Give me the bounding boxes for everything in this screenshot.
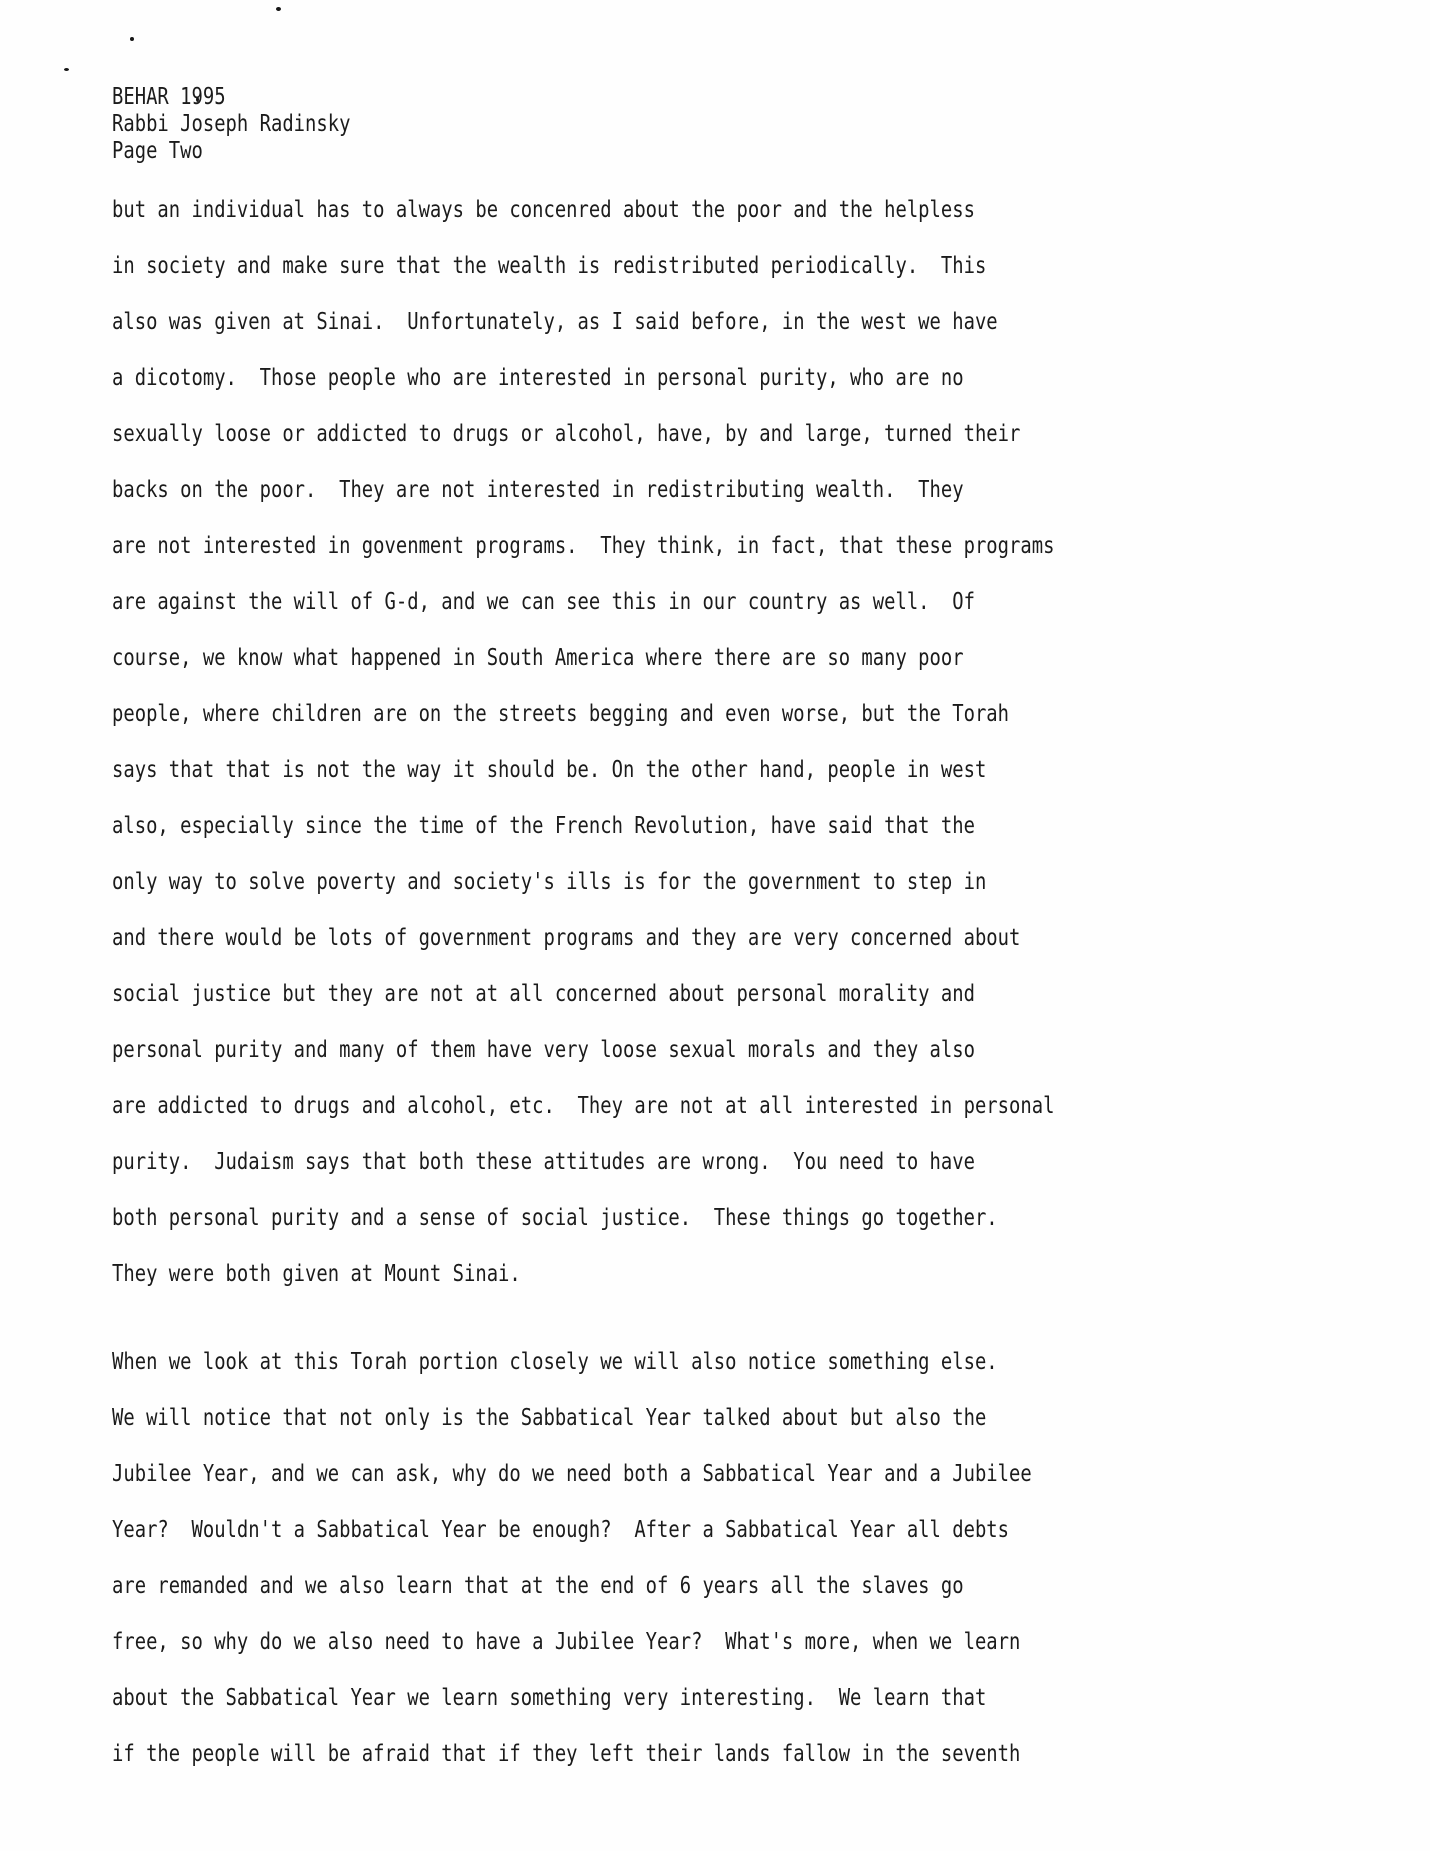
paragraph-2 xyxy=(112,1334,1261,1782)
text-line: says that that is not the way it should be. On the other hand, people in west xyxy=(112,757,987,783)
document-body xyxy=(112,182,1261,1782)
text-line: When we look at this Torah portion closely we will also notice something else. xyxy=(112,1349,998,1375)
text-line: sexually loose or addicted to drugs or alcohol, have, by and large, turned their xyxy=(112,421,1021,447)
text-line: are remanded and we also learn that at the end of 6 years all the slaves go xyxy=(112,1573,964,1599)
text-line: people, where children are on the streets begging and even worse, but the Torah xyxy=(112,701,1010,727)
text-line: but an individual has to always be concenred about the poor and the helpless xyxy=(112,197,975,223)
text-line: are addicted to drugs and alcohol, etc. They are not at all interested in personal xyxy=(112,1093,1055,1119)
text-line: in society and make sure that the wealth is redistributed periodically. This xyxy=(112,253,987,279)
text-line: personal purity and many of them have very loose sexual morals and they also xyxy=(112,1037,975,1063)
document-author: Rabbi Joseph Radinsky xyxy=(112,111,351,137)
scan-speck xyxy=(64,68,69,71)
text-line: only way to solve poverty and society's ills is for the government to step in xyxy=(112,869,987,895)
text-line: Jubilee Year, and we can ask, why do we need both a Sabbatical Year and a Jubilee xyxy=(112,1461,1032,1487)
text-line: free, so why do we also need to have a Jubilee Year? What's more, when we learn xyxy=(112,1629,1021,1655)
text-line: also was given at Sinai. Unfortunately, as I said before, in the west we have xyxy=(112,309,998,335)
text-line: are against the will of G-d, and we can see this in our country as well. Of xyxy=(112,589,975,615)
text-line: about the Sabbatical Year we learn something very interesting. We learn that xyxy=(112,1685,987,1711)
text-line: course, we know what happened in South America where there are so many poor xyxy=(112,645,964,671)
scan-speck xyxy=(130,37,134,41)
text-line: They were both given at Mount Sinai. xyxy=(112,1261,521,1287)
page-number-label: Page Two xyxy=(112,138,203,164)
document-header xyxy=(112,84,403,165)
text-line: purity. Judaism says that both these attitudes are wrong. You need to have xyxy=(112,1149,975,1175)
text-line: Year? Wouldn't a Sabbatical Year be enough? After a Sabbatical Year all debts xyxy=(112,1517,1010,1543)
text-line: backs on the poor. They are not interested in redistributing wealth. They xyxy=(112,477,964,503)
text-line: and there would be lots of government programs and they are very concerned about xyxy=(112,925,1021,951)
text-line: both personal purity and a sense of social justice. These things go together. xyxy=(112,1205,998,1231)
text-line: also, especially since the time of the French Revolution, have said that the xyxy=(112,813,975,839)
document-title: BEHAR 1995 xyxy=(112,84,226,110)
text-line: if the people will be afraid that if they left their lands fallow in the seventh xyxy=(112,1741,1021,1767)
text-line: are not interested in govenment programs. They think, in fact, that these programs xyxy=(112,533,1055,559)
paragraph-1 xyxy=(112,182,1261,1302)
text-line: social justice but they are not at all concerned about personal morality and xyxy=(112,981,975,1007)
text-line: a dicotomy. Those people who are interested in personal purity, who are no xyxy=(112,365,964,391)
text-line: We will notice that not only is the Sabbatical Year talked about but also the xyxy=(112,1405,987,1431)
scan-speck xyxy=(276,7,281,11)
